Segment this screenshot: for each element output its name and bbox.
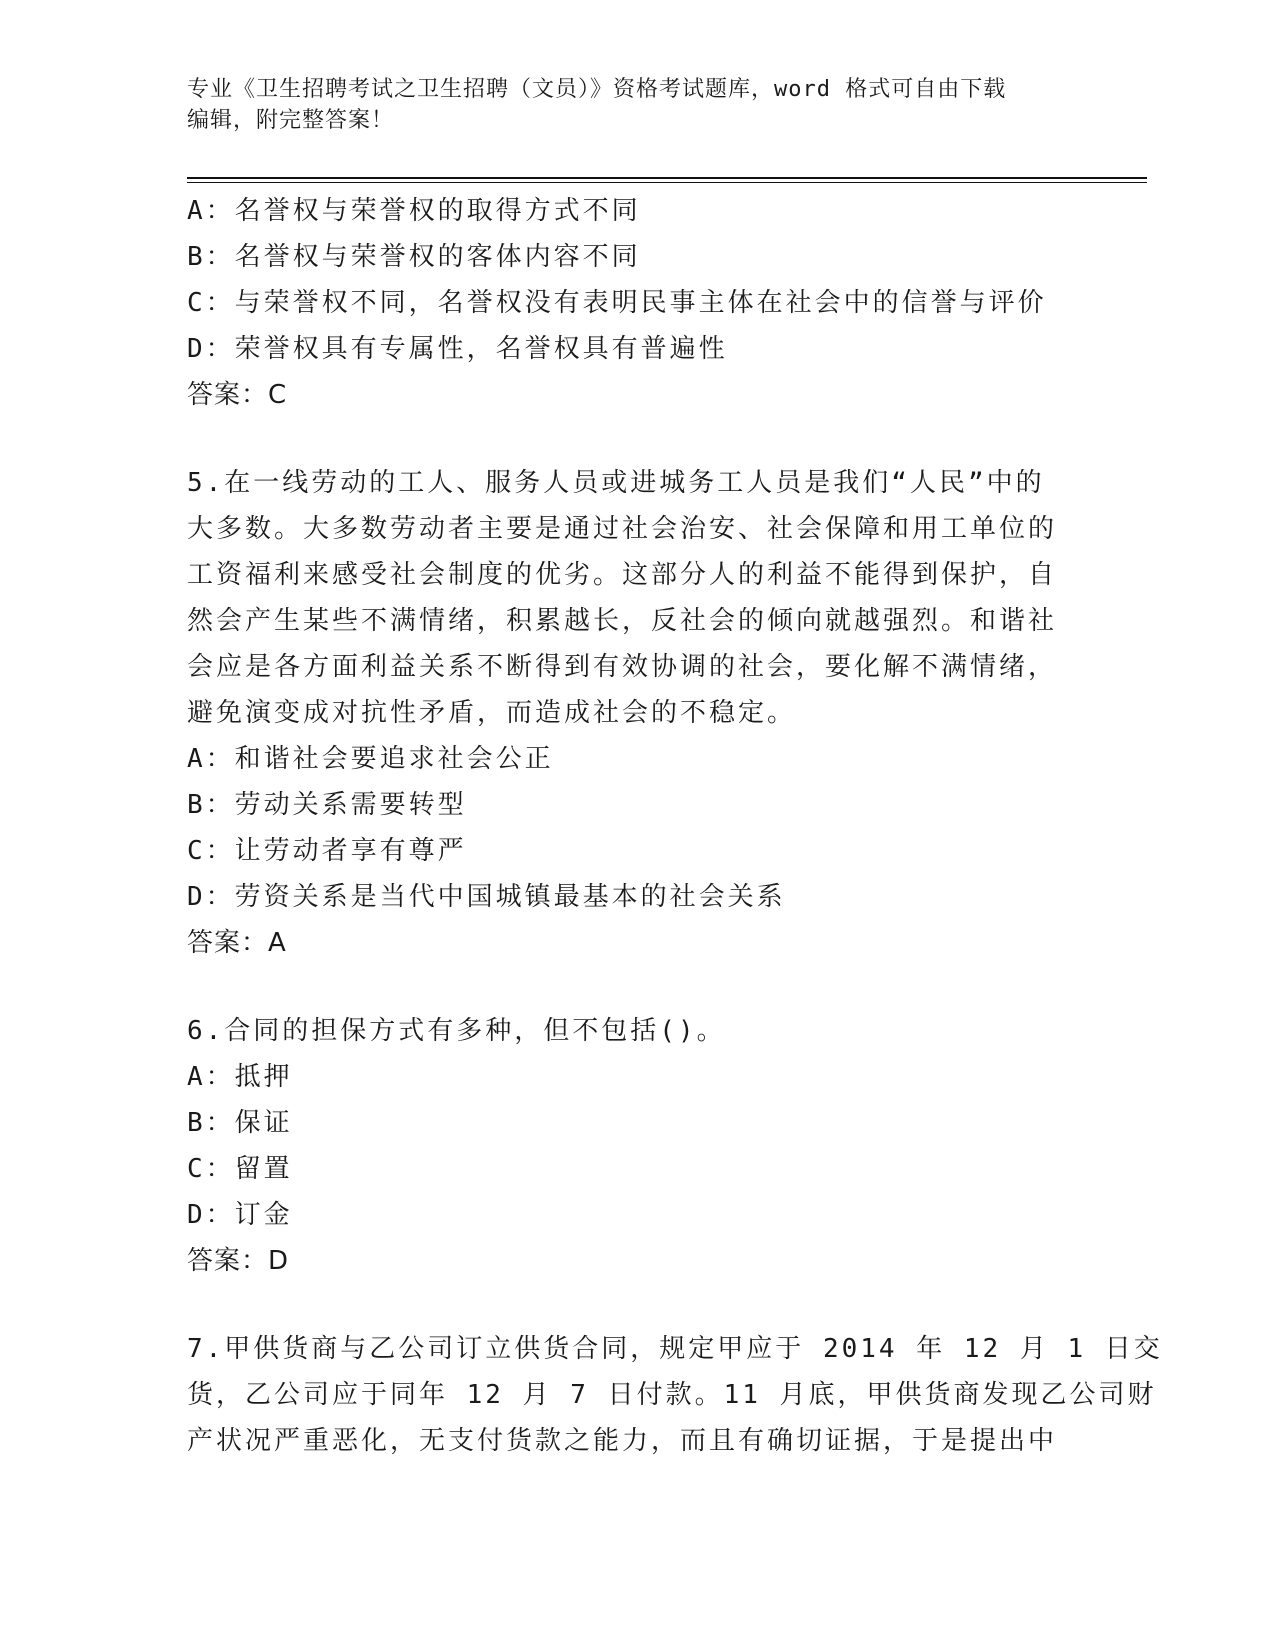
option-c: C：留置 xyxy=(187,1154,293,1184)
question-stem-line: 7.甲供货商与乙公司订立供货合同，规定甲应于 2014 年 12 月 1 日交 xyxy=(187,1334,1163,1364)
question-stem-line: 避免演变成对抗性矛盾，而造成社会的不稳定。 xyxy=(187,698,797,728)
spacer xyxy=(187,418,1087,460)
option-c: C：让劳动者享有尊严 xyxy=(187,836,467,866)
option-d: D：荣誉权具有专属性，名誉权具有普遍性 xyxy=(187,334,728,364)
question-stem-line: 产状况严重恶化，无支付货款之能力，而且有确切证据，于是提出中 xyxy=(187,1426,1058,1456)
answer-label: 答案：C xyxy=(187,380,288,410)
question-4 xyxy=(187,188,1087,418)
question-stem-line: 工资福利来感受社会制度的优劣。这部分人的利益不能得到保护，自 xyxy=(187,560,1058,590)
option-a: A：抵押 xyxy=(187,1062,293,1092)
option-a: A：和谐社会要追求社会公正 xyxy=(187,744,554,774)
question-6 xyxy=(187,1008,1087,1284)
question-stem-line: 大多数。大多数劳动者主要是通过社会治安、社会保障和用工单位的 xyxy=(187,514,1058,544)
spacer xyxy=(187,1284,1087,1326)
header-line-1: 专业《卫生招聘考试之卫生招聘（文员）》资格考试题库，word 格式可自由下载 xyxy=(187,77,1007,102)
header-divider-thick xyxy=(187,177,1147,179)
answer-label: 答案：D xyxy=(187,1246,290,1276)
question-stem-line: 6.合同的担保方式有多种，但不包括()。 xyxy=(187,1016,726,1046)
header-divider-thin xyxy=(187,182,1147,183)
question-7 xyxy=(187,1326,1163,1464)
option-d: D：订金 xyxy=(187,1200,293,1230)
option-c: C：与荣誉权不同，名誉权没有表明民事主体在社会中的信誉与评价 xyxy=(187,288,1047,318)
option-b: B：名誉权与荣誉权的客体内容不同 xyxy=(187,242,641,272)
question-stem-line: 会应是各方面利益关系不断得到有效协调的社会，要化解不满情绪， xyxy=(187,652,1058,682)
option-b: B：劳动关系需要转型 xyxy=(187,790,467,820)
question-stem-line: 货，乙公司应于同年 12 月 7 日付款。11 月底，甲供货商发现乙公司财 xyxy=(187,1380,1157,1410)
answer-label: 答案：A xyxy=(187,928,287,958)
spacer xyxy=(187,966,1087,1008)
question-5 xyxy=(187,460,1087,966)
option-d: D：劳资关系是当代中国城镇最基本的社会关系 xyxy=(187,882,786,912)
document-header xyxy=(187,74,1067,136)
question-stem-line: 然会产生某些不满情绪，积累越长，反社会的倾向就越强烈。和谐社 xyxy=(187,606,1058,636)
option-a: A：名誉权与荣誉权的取得方式不同 xyxy=(187,196,641,226)
question-content xyxy=(187,188,1163,1464)
option-b: B：保证 xyxy=(187,1108,293,1138)
header-line-2: 编辑，附完整答案！ xyxy=(187,108,395,133)
question-stem-line: 5.在一线劳动的工人、服务人员或进城务工人员是我们“人民”中的 xyxy=(187,468,1045,498)
